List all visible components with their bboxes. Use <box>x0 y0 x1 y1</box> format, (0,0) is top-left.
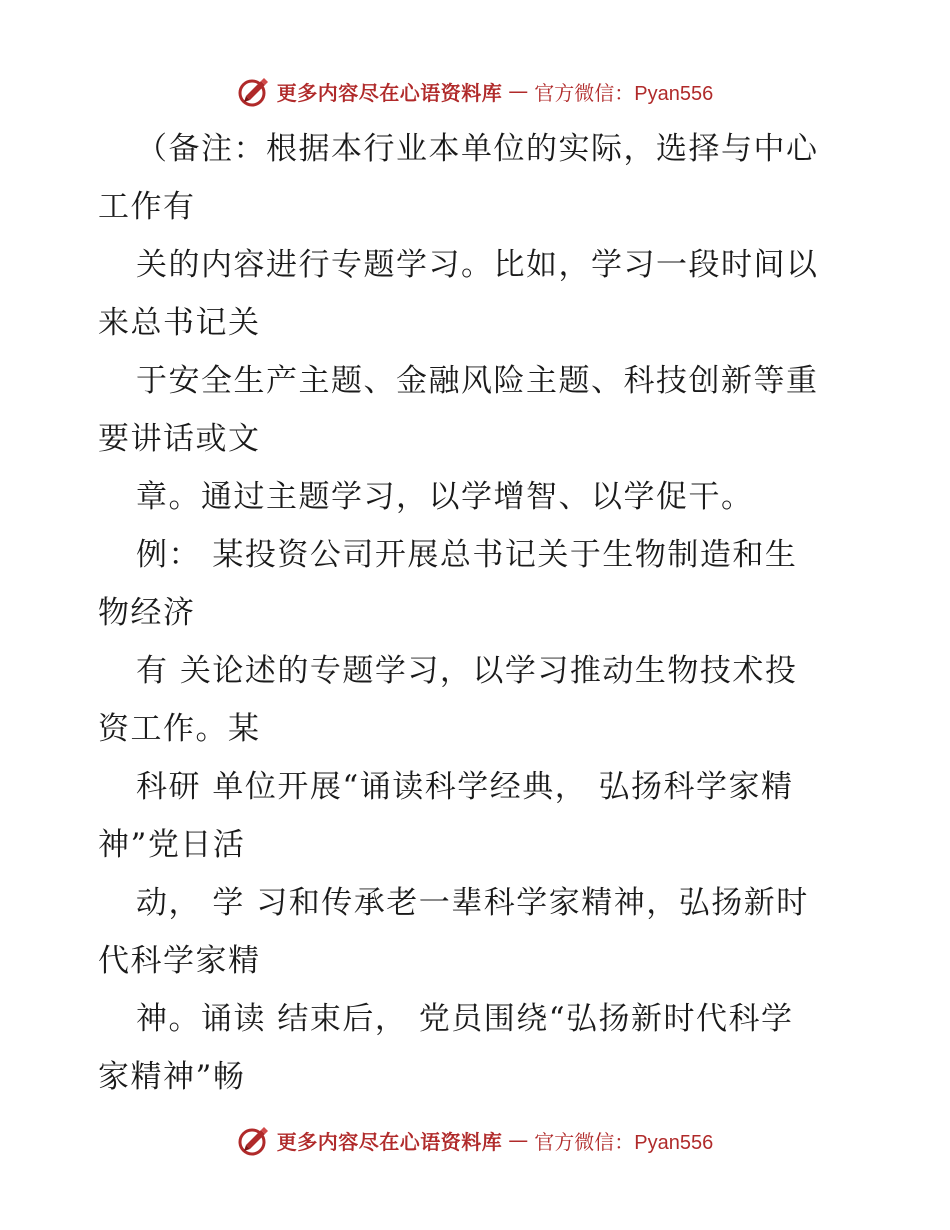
text-line: 资工作。某 <box>98 711 261 747</box>
text-line: 有 关论述的专题学习，以学习推动生物技术投 <box>136 653 798 689</box>
text-line: 要讲话或文 <box>98 421 261 457</box>
document-body <box>98 120 858 1106</box>
banner-account: 官方微信：Pyan556 <box>534 82 714 105</box>
text-line: 工作有 <box>98 189 196 225</box>
text-line: 关的内容进行专题学习。比如，学习一段时间以 <box>136 247 819 283</box>
text-line: 物经济 <box>98 595 196 631</box>
pen-circle-logo-icon <box>237 1123 271 1157</box>
text-line: 来总书记关 <box>98 305 261 341</box>
text-line: 神。诵读 结束后， 党员围绕“弘扬新时代科学 <box>136 1001 794 1037</box>
banner-title: 更多内容尽在心语资料库 <box>276 80 503 105</box>
banner-separator: — <box>508 1128 529 1152</box>
text-line: （备注：根据本行业本单位的实际，选择与中心 <box>136 131 819 167</box>
text-line: 章。通过主题学习，以学增智、以学促干。 <box>136 479 754 515</box>
text-line: 例： 某投资公司开展总书记关于生物制造和生 <box>136 537 798 573</box>
text-line: 代科学家精 <box>98 943 261 979</box>
banner-separator: — <box>508 79 529 103</box>
footer-banner <box>0 1120 950 1160</box>
pen-circle-logo-icon <box>237 74 271 108</box>
text-line: 家精神”畅 <box>98 1059 246 1095</box>
text-line: 动， 学 习和传承老一辈科学家精神，弘扬新时 <box>136 885 809 921</box>
banner-account: 官方微信：Pyan556 <box>534 1131 714 1154</box>
text-line: 于安全生产主题、金融风险主题、科技创新等重 <box>136 363 819 399</box>
banner-title: 更多内容尽在心语资料库 <box>276 1129 503 1154</box>
text-line: 神”党日活 <box>98 827 246 863</box>
header-banner <box>0 71 950 111</box>
text-line: 科研 单位开展“诵读科学经典， 弘扬科学家精 <box>136 769 794 805</box>
